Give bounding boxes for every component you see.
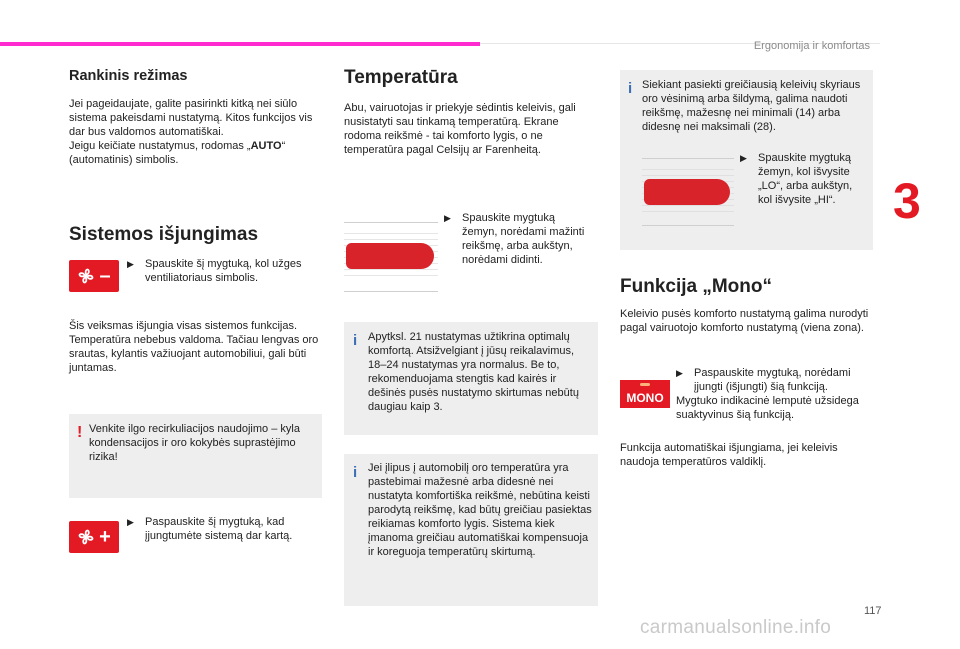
info-box-optimal [344, 322, 598, 435]
rankinis-p1: Jei pageidaujate, galite pasirinkti kitką nei siūlo sistema pakeisdami nustatymą. Kitos funkcijos vis dar bus valdomos automatiškai. [69, 98, 313, 138]
plus-symbol: + [99, 526, 111, 548]
mono-button-label: MONO [626, 391, 664, 405]
temperatura-title: Temperatūra [344, 67, 458, 88]
temperatura-instruction-text: Spauskite mygtuką žemyn, norėdami mažinti reikšmę, arba aukštyn, norėdami didinti. [462, 212, 585, 266]
header-accent-bar [0, 42, 480, 46]
isjungimas-body: Šis veiksmas išjungia visas sistemos funkcijas. Temperatūra nebebus valdoma. Tačiau lengvas oro srautas, kylantis važiuojant automobiliui, gali būti juntamas. [69, 320, 319, 374]
ac-on-button [69, 521, 119, 553]
warning-text: Venkite ilgo recirkuliacijos naudojimo – kyla kondensacijos ir oro kokybės suprastėjimo rizika! [89, 423, 300, 463]
on-instruction [127, 515, 323, 543]
info-optimal-text: Apytksl. 21 nustatymas užtikrina optimalų komfortą. Atsižvelgiant į jūsų reikalavimus, 18–24 nustatymas yra normalus. Be to, rekomenduojama stengtis kad kairės ir dešinės pusės nustatymo skirtumas nebūtų daugiau kaip 3. [368, 331, 579, 413]
mono-indicator-lamp [640, 383, 650, 386]
mono-instruction [676, 366, 872, 422]
bullet-arrow-icon: ▶ [676, 368, 683, 378]
mono-button [620, 380, 670, 408]
fan-icon [77, 267, 95, 285]
lo-hi-display [642, 158, 734, 226]
info-icon: i [353, 464, 358, 481]
temperatura-intro: Abu, vairuotojas ir priekyje sėdintis keleivis, gali nusistatyti sau tinkamą temperatūrą. Ekrane rodoma reikšmė - tai komforto lygis, o ne temperatūra pagal Celsijų ar Farenheitą. [344, 102, 576, 156]
bullet-arrow-icon: ▶ [127, 517, 134, 527]
temperature-display [344, 222, 438, 292]
minus-symbol: – [99, 265, 111, 287]
rankinis-p2-suffix: “ (automatinis) simbolis. [69, 140, 286, 166]
mono-title: Funkcija „Mono“ [620, 276, 772, 297]
rankinis-p2-bold: AUTO [250, 140, 282, 152]
rankinis-p2 [69, 139, 321, 167]
info-box-fast [620, 70, 873, 250]
lo-hi-instruction [740, 151, 870, 207]
info-icon: i [353, 332, 358, 349]
isjungimas-title: Sistemos išjungimas [69, 224, 259, 245]
mono-footer: Funkcija automatiškai išjungiama, jei keleivis naudoja temperatūros valdiklį. [620, 442, 838, 468]
chapter-number: 3 [893, 173, 921, 229]
off-instruction-text: Spauskite šį mygtuką, kol užges ventiliatoriaus simbolis. [145, 258, 302, 284]
mono-instruction-text: Paspauskite mygtuką, norėdami įjungti (išjungti) šią funkciją. [694, 367, 851, 393]
bullet-arrow-icon: ▶ [740, 153, 747, 163]
page-number: 117 [864, 605, 882, 617]
info-box-compensation [344, 454, 598, 606]
off-instruction [127, 257, 323, 285]
chapter-title: Ergonomija ir komfortas [753, 40, 870, 52]
info-fast-text: Siekiant pasiekti greičiausią keleivių skyriaus oro vėsinimą arba šildymą, galima naudoti reikšmę, mažesnę nei minimali (14) arba didesnę nei maksimali (28). [642, 79, 861, 133]
warning-box [69, 414, 322, 498]
mono-intro: Keleivio pusės komforto nustatymą galima nurodyti pagal vairuotojo komforto nustatymą (viena zona). [620, 308, 869, 334]
info-compensation-text: Jei įlipus į automobilį oro temperatūra yra pastebimai mažesnė arba didesnė nei nustatyta komfortiška reikšmė, nebūtina keisti parodytą reikšmę, kad būtų greičiau pasiektas reikiamas komforto lygis. Sistema kiek įmanoma greičiau automatiškai kompensuoja ir koreguoja temperatūrų skirtumą. [368, 462, 592, 558]
watermark: carmanualsonline.info [640, 617, 832, 638]
rankinis-p2-prefix: Jeigu keičiate nustatymus, rodomas „ [69, 140, 251, 152]
temperatura-instruction [444, 211, 594, 267]
fan-icon [77, 528, 95, 546]
rankinis-text [69, 97, 321, 167]
temperature-control-highlight [346, 243, 434, 269]
warning-icon: ! [77, 424, 83, 441]
lo-hi-instruction-text: Spauskite mygtuką žemyn, kol išvysite „LO“, arba aukštyn, kol išvysite „HI“. [758, 152, 853, 206]
mono-indicator-text: Mygtuko indikacinė lemputė užsidega suaktyvinus šią funkciją. [676, 395, 859, 421]
rankinis-title: Rankinis režimas [69, 68, 188, 84]
bullet-arrow-icon: ▶ [444, 213, 451, 223]
ac-off-button [69, 260, 119, 292]
on-instruction-text: Paspauskite šį mygtuką, kad įjungtumėte sistemą dar kartą. [145, 516, 293, 542]
lo-hi-control-highlight [644, 179, 730, 205]
bullet-arrow-icon: ▶ [127, 259, 134, 269]
info-icon: i [628, 80, 633, 97]
